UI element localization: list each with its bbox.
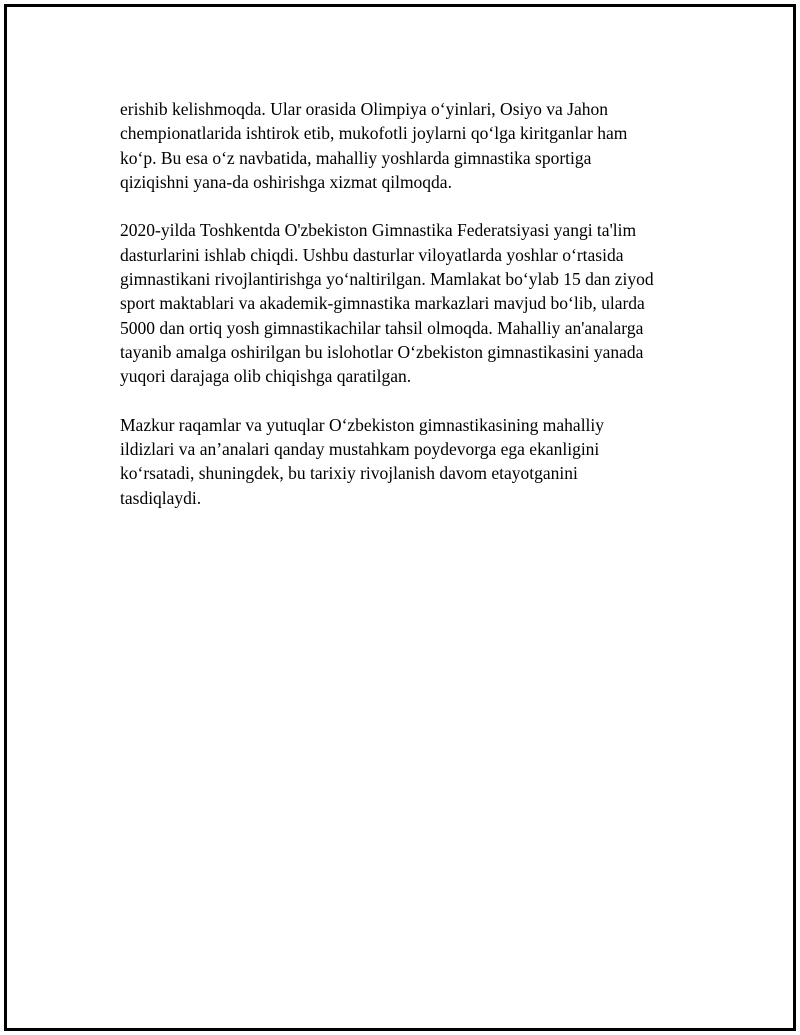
text-line: dasturlarini ishlab chiqdi. Ushbu dasturlar viloyatlarda yoshlar oʻrtasida: [120, 244, 624, 265]
text-line: 5000 dan ortiq yosh gimnastikachilar tahsil olmoqda. Mahalliy an'analarga: [120, 317, 644, 338]
paragraph-1: [120, 97, 720, 194]
text-line: koʻrsatadi, shuningdek, bu tarixiy rivojlanish davom etayotganini: [120, 463, 578, 484]
text-line: sport maktablari va akademik-gimnastika markazlari mavjud boʻlib, ularda: [120, 293, 645, 314]
text-line: 2020-yilda Toshkentda O'zbekiston Gimnastika Federatsiyasi yangi ta'lim: [120, 220, 637, 241]
text-line: erishib kelishmoqda. Ular orasida Olimpiya oʻyinlari, Osiyo va Jahon: [120, 99, 608, 119]
text-line: tayanib amalga oshirilgan bu islohotlar Oʻzbekiston gimnastikasini yanada: [120, 341, 644, 362]
paragraph-2: [120, 218, 720, 388]
text-line: qiziqishni yana-da oshirishga xizmat qilmoqda.: [120, 171, 452, 192]
text-line: tasdiqlaydi.: [120, 487, 202, 508]
text-line: gimnastikani rivojlantirishga yoʻnaltirilgan. Mamlakat boʻylab 15 dan ziyod: [120, 269, 654, 290]
text-line: ildizlari va an’analari qanday mustahkam poydevorga ega ekanligini: [120, 439, 600, 460]
page-frame: [4, 4, 796, 1031]
text-line: koʻp. Bu esa oʻz navbatida, mahalliy yoshlarda gimnastika sportiga: [120, 147, 592, 168]
paragraph-3: [120, 413, 720, 510]
text-line: chempionatlarida ishtirok etib, mukofotli joylarni qoʻlga kiritganlar ham: [120, 123, 628, 144]
text-line: Mazkur raqamlar va yutuqlar Oʻzbekiston gimnastikasining mahalliy: [120, 414, 605, 435]
document-body: [120, 97, 720, 534]
text-line: yuqori darajaga olib chiqishga qaratilgan.: [120, 366, 412, 387]
